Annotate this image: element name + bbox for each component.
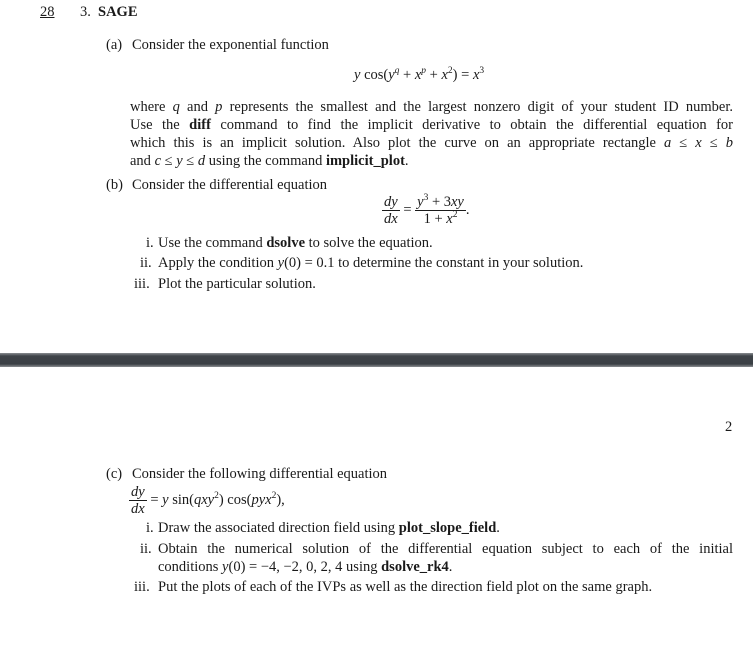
part-c-item-2-line-2: conditions y(0) = −4, −2, 0, 2, 4 using dsolve_rk4. — [158, 559, 453, 575]
page-number: 28 — [40, 4, 55, 20]
part-a-line-1: where q and p represents the smallest and the largest nonzero digit of your student ID number. — [130, 99, 734, 115]
page-separator — [0, 353, 753, 367]
part-b-equation: $\frac{dy}{dx}$ = $\frac{y^3 + 3xy}{1 + x^2}$ . — [384, 193, 470, 227]
part-a-line-3: which this is an implicit solution. Also plot the curve on an appropriate rectangle a ≤ x ≤ b — [130, 135, 733, 151]
part-b-item-3: Plot the particular solution. — [158, 276, 316, 292]
part-a-label: (a) — [106, 37, 123, 53]
part-a-intro: Consider the exponential function — [132, 37, 329, 53]
part-b-item-2: Apply the condition y(0) = 0.1 to determine the constant in your solution. — [158, 255, 584, 271]
section-title: SAGE — [98, 4, 138, 20]
part-b-intro: Consider the differential equation — [132, 177, 328, 193]
part-b-item-3-num: iii. — [134, 276, 150, 292]
part-c-item-1: Draw the associated direction field using plot_slope_field. — [158, 520, 500, 536]
part-c-item-3: Put the plots of each of the IVPs as well as the direction field plot on the same graph. — [158, 579, 653, 595]
part-b-label: (b) — [106, 177, 123, 193]
part-c-label: (c) — [106, 466, 123, 482]
part-a-line-4: and c ≤ y ≤ d using the command implicit_plot. — [130, 153, 409, 169]
part-b-item-1: Use the command dsolve to solve the equation. — [158, 235, 433, 251]
section-number: 3. — [80, 4, 91, 20]
part-c-item-2-line-1: Obtain the numerical solution of the differential equation subject to each of the initial — [158, 541, 733, 557]
part-a-equation: y $\cos(y^q + x^p + x^2) = x^3$ — [354, 66, 485, 83]
part-b-item-2-num: ii. — [140, 255, 152, 271]
part-c-item-2-num: ii. — [140, 541, 152, 557]
page2-number: 2 — [725, 419, 733, 435]
part-c-item-1-num: i. — [146, 520, 154, 536]
part-c-item-3-num: iii. — [134, 579, 150, 595]
part-b-item-1-num: i. — [146, 235, 154, 251]
part-c-intro: Consider the following differential equation — [132, 466, 388, 482]
part-c-equation: $\frac{dy}{dx}$ = y sin(qxy$^2$) cos(pyx$^2$), — [131, 484, 285, 517]
part-a-line-2: Use the diff command to find the implicit derivative to obtain the differential equation for — [130, 117, 734, 133]
